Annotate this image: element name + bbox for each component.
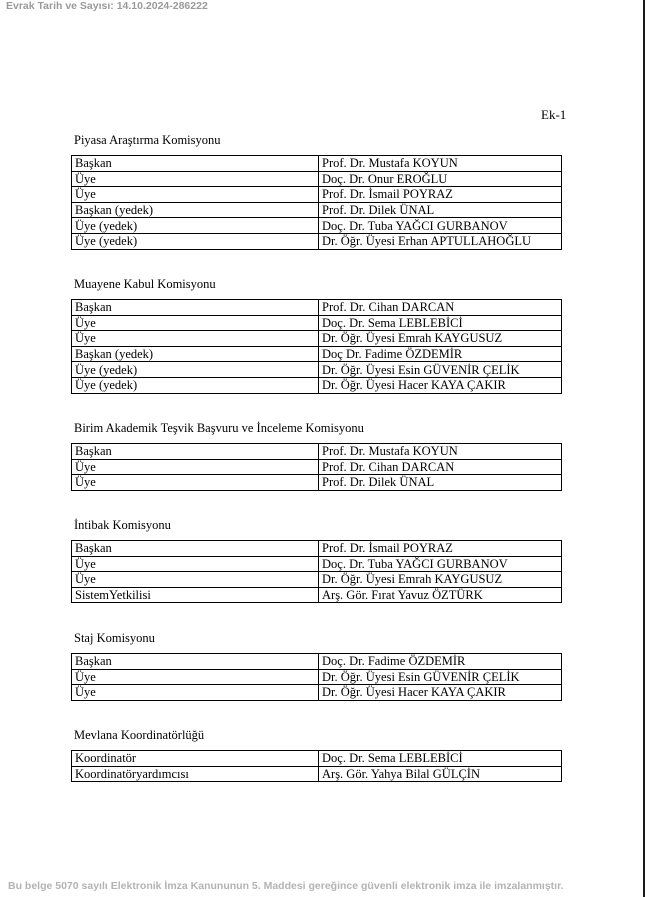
table-row bbox=[72, 444, 562, 460]
section-title: Piyasa Araştırma Komisyonu bbox=[74, 133, 221, 147]
committee-table bbox=[71, 540, 562, 603]
table-row bbox=[72, 541, 562, 557]
table-row bbox=[72, 685, 562, 701]
committee-table bbox=[71, 750, 562, 782]
annex-label: Ek-1 bbox=[541, 107, 567, 122]
member-cell: Dr. Öğr. Üyesi Esin GÜVENİR ÇELİK bbox=[319, 669, 562, 685]
table-row bbox=[72, 300, 562, 316]
role-cell: Koordinatör bbox=[72, 751, 319, 767]
role-cell: Üye bbox=[72, 331, 319, 347]
member-cell: Dr. Öğr. Üyesi Esin GÜVENİR ÇELİK bbox=[319, 362, 562, 378]
committee-table bbox=[71, 155, 562, 250]
member-cell: Prof. Dr. İsmail POYRAZ bbox=[319, 187, 562, 203]
member-cell: Doç. Dr. Sema LEBLEBİCİ bbox=[319, 751, 562, 767]
role-cell: Üye bbox=[72, 556, 319, 572]
role-cell: Üye bbox=[72, 475, 319, 491]
table-row bbox=[72, 331, 562, 347]
table-row bbox=[72, 459, 562, 475]
table-row bbox=[72, 751, 562, 767]
table-row bbox=[72, 233, 562, 249]
section-title: İntibak Komisyonu bbox=[74, 518, 171, 532]
table-row bbox=[72, 377, 562, 393]
table-row bbox=[72, 218, 562, 234]
table-row bbox=[72, 654, 562, 670]
table-row bbox=[72, 362, 562, 378]
role-cell: Başkan bbox=[72, 156, 319, 172]
section-mevlana bbox=[71, 726, 562, 782]
role-cell: Üye bbox=[72, 315, 319, 331]
table-row bbox=[72, 556, 562, 572]
table-row bbox=[72, 187, 562, 203]
member-cell: Dr. Öğr. Üyesi Erhan APTULLAHOĞLU bbox=[319, 233, 562, 249]
section-staj bbox=[71, 629, 562, 701]
committee-table bbox=[71, 443, 562, 491]
table-row bbox=[72, 202, 562, 218]
member-cell: Prof. Dr. Cihan DARCAN bbox=[319, 300, 562, 316]
e-signature-notice: Bu belge 5070 sayılı Elektronik İmza Kanununun 5. Maddesi gereğince güvenli elektronik imza ile imzalanmıştır. bbox=[8, 880, 564, 892]
section-muayene-kabul bbox=[71, 275, 562, 394]
role-cell: Üye bbox=[72, 187, 319, 203]
member-cell: Dr. Öğr. Üyesi Emrah KAYGUSUZ bbox=[319, 331, 562, 347]
role-cell: Üye bbox=[72, 459, 319, 475]
table-row bbox=[72, 346, 562, 362]
role-cell: SistemYetkilisi bbox=[72, 587, 319, 603]
table-row bbox=[72, 156, 562, 172]
section-piyasa-arastirma bbox=[71, 131, 562, 250]
member-cell: Arş. Gör. Yahya Bilal GÜLÇİN bbox=[319, 766, 562, 782]
table-row bbox=[72, 475, 562, 491]
member-cell: Doç. Dr. Onur EROĞLU bbox=[319, 171, 562, 187]
role-cell: Üye bbox=[72, 171, 319, 187]
committee-table bbox=[71, 653, 562, 701]
table-row bbox=[72, 572, 562, 588]
table-row bbox=[72, 587, 562, 603]
role-cell: Üye (yedek) bbox=[72, 218, 319, 234]
role-cell: Başkan bbox=[72, 444, 319, 460]
member-cell: Dr. Öğr. Üyesi Hacer KAYA ÇAKIR bbox=[319, 377, 562, 393]
role-cell: Başkan bbox=[72, 654, 319, 670]
section-title: Staj Komisyonu bbox=[74, 631, 155, 645]
role-cell: Üye (yedek) bbox=[72, 362, 319, 378]
role-cell: Üye bbox=[72, 572, 319, 588]
member-cell: Doç. Dr. Sema LEBLEBİCİ bbox=[319, 315, 562, 331]
section-title: Birim Akademik Teşvik Başvuru ve İnceleme Komisyonu bbox=[74, 421, 364, 435]
table-row bbox=[72, 669, 562, 685]
member-cell: Doç. Dr. Tuba YAĞCI GURBANOV bbox=[319, 218, 562, 234]
role-cell: Başkan (yedek) bbox=[72, 202, 319, 218]
section-title: Muayene Kabul Komisyonu bbox=[74, 277, 216, 291]
section-akademik-tesvik bbox=[71, 419, 562, 491]
role-cell: Üye bbox=[72, 685, 319, 701]
member-cell: Prof. Dr. İsmail POYRAZ bbox=[319, 541, 562, 557]
table-row bbox=[72, 315, 562, 331]
role-cell: Üye (yedek) bbox=[72, 377, 319, 393]
role-cell: Başkan bbox=[72, 541, 319, 557]
committee-table bbox=[71, 299, 562, 394]
member-cell: Prof. Dr. Mustafa KOYUN bbox=[319, 156, 562, 172]
member-cell: Doç Dr. Fadime ÖZDEMİR bbox=[319, 346, 562, 362]
member-cell: Prof. Dr. Dilek ÜNAL bbox=[319, 475, 562, 491]
table-row bbox=[72, 766, 562, 782]
section-intibak bbox=[71, 516, 562, 603]
member-cell: Dr. Öğr. Üyesi Hacer KAYA ÇAKIR bbox=[319, 685, 562, 701]
member-cell: Dr. Öğr. Üyesi Emrah KAYGUSUZ bbox=[319, 572, 562, 588]
role-cell: Koordinatöryardımcısı bbox=[72, 766, 319, 782]
member-cell: Doç. Dr. Tuba YAĞCI GURBANOV bbox=[319, 556, 562, 572]
page-edge-border bbox=[643, 0, 645, 897]
role-cell: Başkan (yedek) bbox=[72, 346, 319, 362]
document-date-number-stamp: Evrak Tarih ve Sayısı: 14.10.2024-286222 bbox=[6, 0, 208, 12]
member-cell: Arş. Gör. Fırat Yavuz ÖZTÜRK bbox=[319, 587, 562, 603]
member-cell: Prof. Dr. Mustafa KOYUN bbox=[319, 444, 562, 460]
role-cell: Üye bbox=[72, 669, 319, 685]
section-title: Mevlana Koordinatörlüğü bbox=[74, 728, 205, 742]
member-cell: Prof. Dr. Dilek ÜNAL bbox=[319, 202, 562, 218]
role-cell: Üye (yedek) bbox=[72, 233, 319, 249]
table-row bbox=[72, 171, 562, 187]
member-cell: Doç. Dr. Fadime ÖZDEMİR bbox=[319, 654, 562, 670]
role-cell: Başkan bbox=[72, 300, 319, 316]
member-cell: Prof. Dr. Cihan DARCAN bbox=[319, 459, 562, 475]
